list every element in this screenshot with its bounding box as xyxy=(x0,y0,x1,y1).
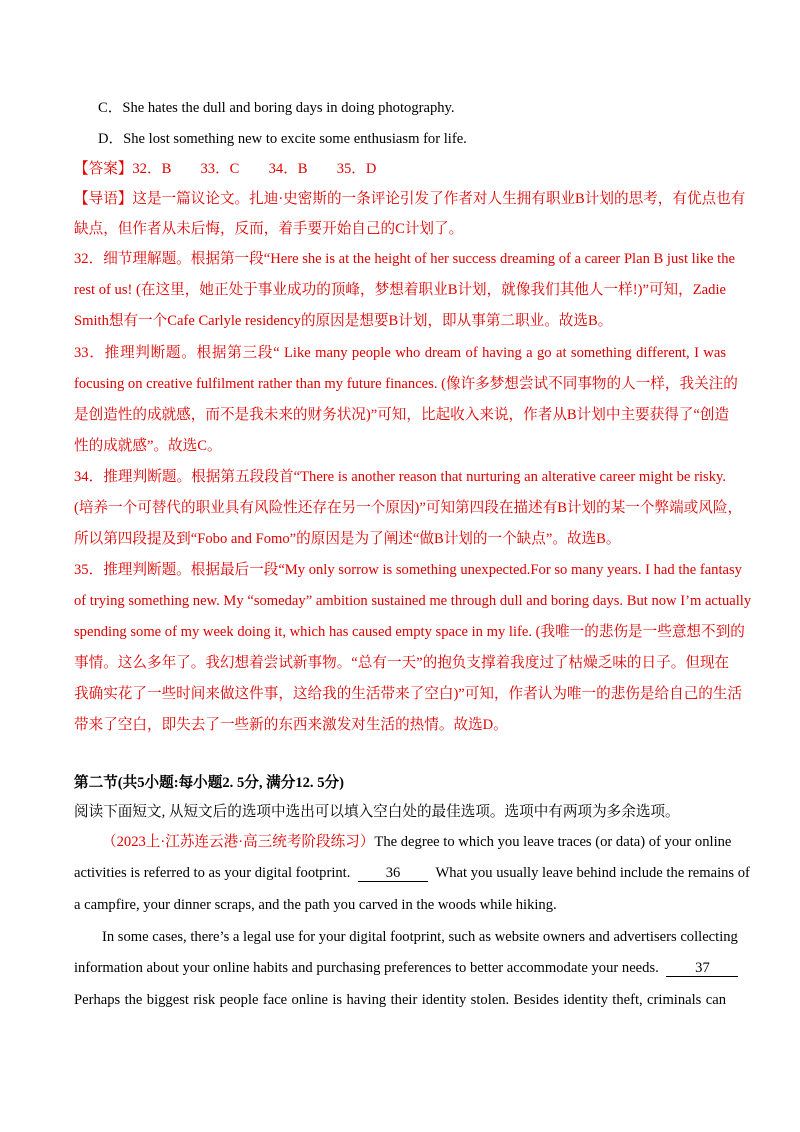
q35-line-1: 35．推理判断题。根据最后一段“My only sorrow is something unexpected.For so many years. I had the fantasy xyxy=(74,562,742,578)
passage-line-4: In some cases, there’s a legal use for your digital footprint, such as website owners and advertisers collecting xyxy=(102,929,738,945)
q35-line-2: of trying something new. My “someday” ambition sustained me through dull and boring days. But now I’m actually xyxy=(74,593,752,609)
q34-line-2: (培养一个可替代的职业具有风险性还存在另一个原因)”可知第四段在描述有B计划的某一个弊端或风险， xyxy=(74,500,743,516)
q35-line-3: spending some of my week doing it, which has caused empty space in my life. (我唯一的悲伤是一些意想不到的 xyxy=(74,624,745,640)
passage-line-3: a campfire, your dinner scraps, and the path you carved in the woods while hiking. xyxy=(74,897,557,913)
q33-line-3: 是创造性的成就感，而不是我未来的财务状况)”可知，比起收入来说，作者从B计划中主要获得了“创造 xyxy=(74,407,730,423)
passage-line-6: Perhaps the biggest risk people face online is having their identity stolen. Besides identity theft, criminals can xyxy=(74,992,726,1008)
q33-line-2: focusing on creative fulfilment rather than my future finances. (像许多梦想尝试不同事物的人一样，我关注的 xyxy=(74,376,738,392)
source-tag: （2023上·江苏连云港·高三统考阶段练习） xyxy=(102,834,375,850)
q34-line-3: 所以第四段提及到“Fobo and Fomo”的原因是为了阐述“做B计划的一个缺点”。故选B。 xyxy=(74,531,621,547)
q32-line-2: rest of us! (在这里，她正处于事业成功的顶峰，梦想着职业B计划，就像我们其他人一样!)”可知，Zadie xyxy=(74,282,726,298)
passage-text: activities is referred to as your digital footprint. xyxy=(74,865,351,881)
q32-line-3: Smith想有一个Cafe Carlyle residency的原因是想要B计划，即从事第二职业。故选B。 xyxy=(74,313,613,329)
section-heading: 第二节(共5小题:每小题2. 5分, 满分12. 5分) xyxy=(74,775,344,791)
q35-line-6: 带来了空白，即失去了一些新的东西来激发对生活的热情。故选D。 xyxy=(74,717,508,733)
guide-line-2: 缺点，但作者从未后悔，反而，着手要开始自己的C计划了。 xyxy=(74,221,464,237)
option-d: D．She lost something new to excite some enthusiasm for life. xyxy=(98,131,467,147)
passage-text: The degree to which you leave traces (or data) of your online xyxy=(374,834,732,850)
passage-text: What you usually leave behind include the remains of xyxy=(435,865,750,881)
passage-line-5 xyxy=(74,958,742,978)
section-instruction: 阅读下面短文, 从短文后的选项中选出可以填入空白处的最佳选项。选项中有两项为多余选项。 xyxy=(74,804,680,820)
blank-37: 37 xyxy=(666,960,738,977)
q35-line-5: 我确实花了一些时间来做这件事，这给我的生活带来了空白)”可知，作者认为唯一的悲伤是给自己的生活 xyxy=(74,686,743,702)
blank-36: 36 xyxy=(358,865,428,882)
answer-key: 【答案】32．B 33．C 34．B 35．D xyxy=(74,161,377,177)
passage-line-2 xyxy=(74,863,750,883)
option-c: C．She hates the dull and boring days in doing photography. xyxy=(98,100,455,116)
q32-line-1: 32．细节理解题。根据第一段“Here she is at the height of her success dreaming of a career Plan B just like the xyxy=(74,251,736,267)
q33-line-4: 性的成就感”。故选C。 xyxy=(74,438,222,454)
q35-line-4: 事情。这么多年了。我幻想着尝试新事物。“总有一天”的抱负支撑着我度过了枯燥乏味的日子。但现在 xyxy=(74,655,730,671)
passage-line-1 xyxy=(102,832,731,852)
guide-line-1: 【导语】这是一篇议论文。扎迪·史密斯的一条评论引发了作者对人生拥有职业B计划的思考，有优点也有 xyxy=(74,191,746,207)
passage-text: information about your online habits and purchasing preferences to better accommodate your needs. xyxy=(74,960,659,976)
q34-line-1: 34．推理判断题。根据第五段段首“There is another reason that nurturing an alterative career might be risky. xyxy=(74,469,726,485)
q33-line-1: 33．推理判断题。根据第三段“ Like many people who dream of having a go at something different, I was xyxy=(74,345,726,361)
